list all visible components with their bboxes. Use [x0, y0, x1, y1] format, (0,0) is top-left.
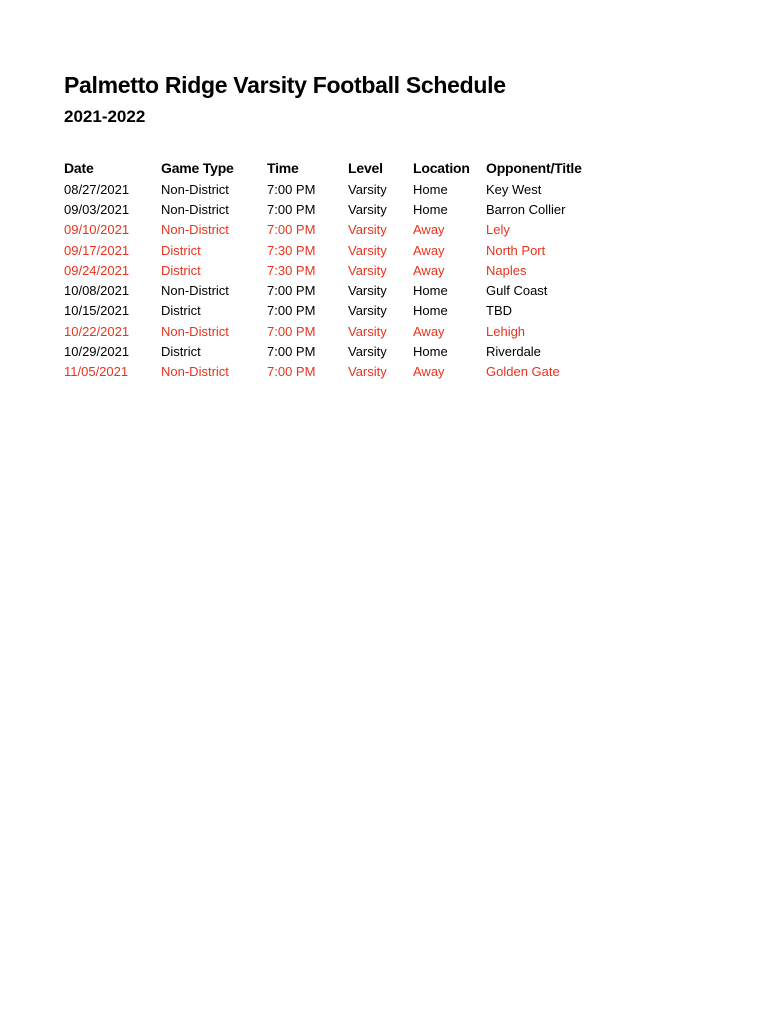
- header-level: Level: [348, 159, 383, 176]
- table-row: [64, 301, 596, 321]
- cell-time: 7:00 PM: [267, 344, 316, 360]
- cell-opponent: TBD: [486, 303, 512, 319]
- cell-game-type: Non-District: [161, 222, 229, 238]
- cell-level: Varsity: [348, 222, 387, 238]
- cell-game-type: Non-District: [161, 201, 229, 217]
- cell-opponent: Barron Collier: [486, 201, 566, 217]
- season-subtitle: 2021-2022: [64, 107, 146, 126]
- table-row: [64, 240, 596, 260]
- cell-location: Away: [413, 222, 445, 238]
- schedule-table: [64, 156, 596, 382]
- cell-opponent: Lely: [486, 222, 510, 238]
- cell-date: 09/17/2021: [64, 242, 130, 258]
- cell-game-type: Non-District: [161, 364, 229, 380]
- table-row: [64, 321, 596, 341]
- cell-time: 7:00 PM: [267, 303, 316, 319]
- header-location: Location: [413, 159, 470, 176]
- table-row: [64, 199, 596, 219]
- cell-game-type: District: [161, 344, 201, 360]
- cell-game-type: Non-District: [161, 323, 229, 339]
- cell-opponent: Riverdale: [486, 344, 541, 360]
- cell-location: Home: [413, 201, 448, 217]
- cell-date: 09/03/2021: [64, 201, 130, 217]
- cell-time: 7:00 PM: [267, 323, 316, 339]
- table-header-row: [64, 156, 596, 179]
- header-game-type: Game Type: [161, 159, 234, 176]
- cell-level: Varsity: [348, 201, 387, 217]
- page-title: Palmetto Ridge Varsity Football Schedule: [64, 72, 506, 98]
- cell-date: 09/24/2021: [64, 262, 130, 278]
- cell-location: Away: [413, 364, 445, 380]
- cell-opponent: North Port: [486, 242, 546, 258]
- cell-date: 08/27/2021: [64, 181, 130, 197]
- cell-location: Home: [413, 283, 448, 299]
- table-row: [64, 362, 596, 382]
- table-row: [64, 341, 596, 361]
- cell-date: 10/08/2021: [64, 283, 130, 299]
- header-date: Date: [64, 159, 94, 176]
- cell-level: Varsity: [348, 323, 387, 339]
- table-row: [64, 179, 596, 199]
- cell-opponent: Naples: [486, 262, 527, 278]
- cell-opponent: Lehigh: [486, 323, 526, 339]
- cell-location: Home: [413, 303, 448, 319]
- cell-time: 7:00 PM: [267, 283, 316, 299]
- cell-time: 7:00 PM: [267, 181, 316, 197]
- cell-game-type: District: [161, 262, 201, 278]
- cell-level: Varsity: [348, 364, 387, 380]
- cell-location: Away: [413, 242, 445, 258]
- cell-time: 7:30 PM: [267, 242, 316, 258]
- cell-level: Varsity: [348, 262, 387, 278]
- table-row: [64, 220, 596, 240]
- cell-opponent: Key West: [486, 181, 542, 197]
- cell-game-type: Non-District: [161, 181, 229, 197]
- cell-level: Varsity: [348, 181, 387, 197]
- cell-opponent: Gulf Coast: [486, 283, 548, 299]
- cell-game-type: Non-District: [161, 283, 229, 299]
- cell-time: 7:00 PM: [267, 201, 316, 217]
- header-time: Time: [267, 159, 299, 176]
- cell-level: Varsity: [348, 283, 387, 299]
- cell-time: 7:00 PM: [267, 364, 316, 380]
- cell-location: Home: [413, 344, 448, 360]
- cell-date: 10/15/2021: [64, 303, 130, 319]
- cell-level: Varsity: [348, 242, 387, 258]
- cell-date: 11/05/2021: [64, 364, 129, 380]
- header-opponent: Opponent/Title: [486, 159, 582, 176]
- cell-date: 10/29/2021: [64, 344, 130, 360]
- cell-date: 10/22/2021: [64, 323, 130, 339]
- cell-location: Away: [413, 323, 445, 339]
- cell-location: Home: [413, 181, 448, 197]
- cell-level: Varsity: [348, 344, 387, 360]
- cell-time: 7:00 PM: [267, 222, 316, 238]
- cell-level: Varsity: [348, 303, 387, 319]
- cell-date: 09/10/2021: [64, 222, 130, 238]
- cell-time: 7:30 PM: [267, 262, 316, 278]
- cell-game-type: District: [161, 242, 201, 258]
- cell-opponent: Golden Gate: [486, 364, 560, 380]
- table-row: [64, 260, 596, 280]
- cell-location: Away: [413, 262, 445, 278]
- cell-game-type: District: [161, 303, 201, 319]
- schedule-body: [64, 179, 596, 382]
- table-row: [64, 280, 596, 300]
